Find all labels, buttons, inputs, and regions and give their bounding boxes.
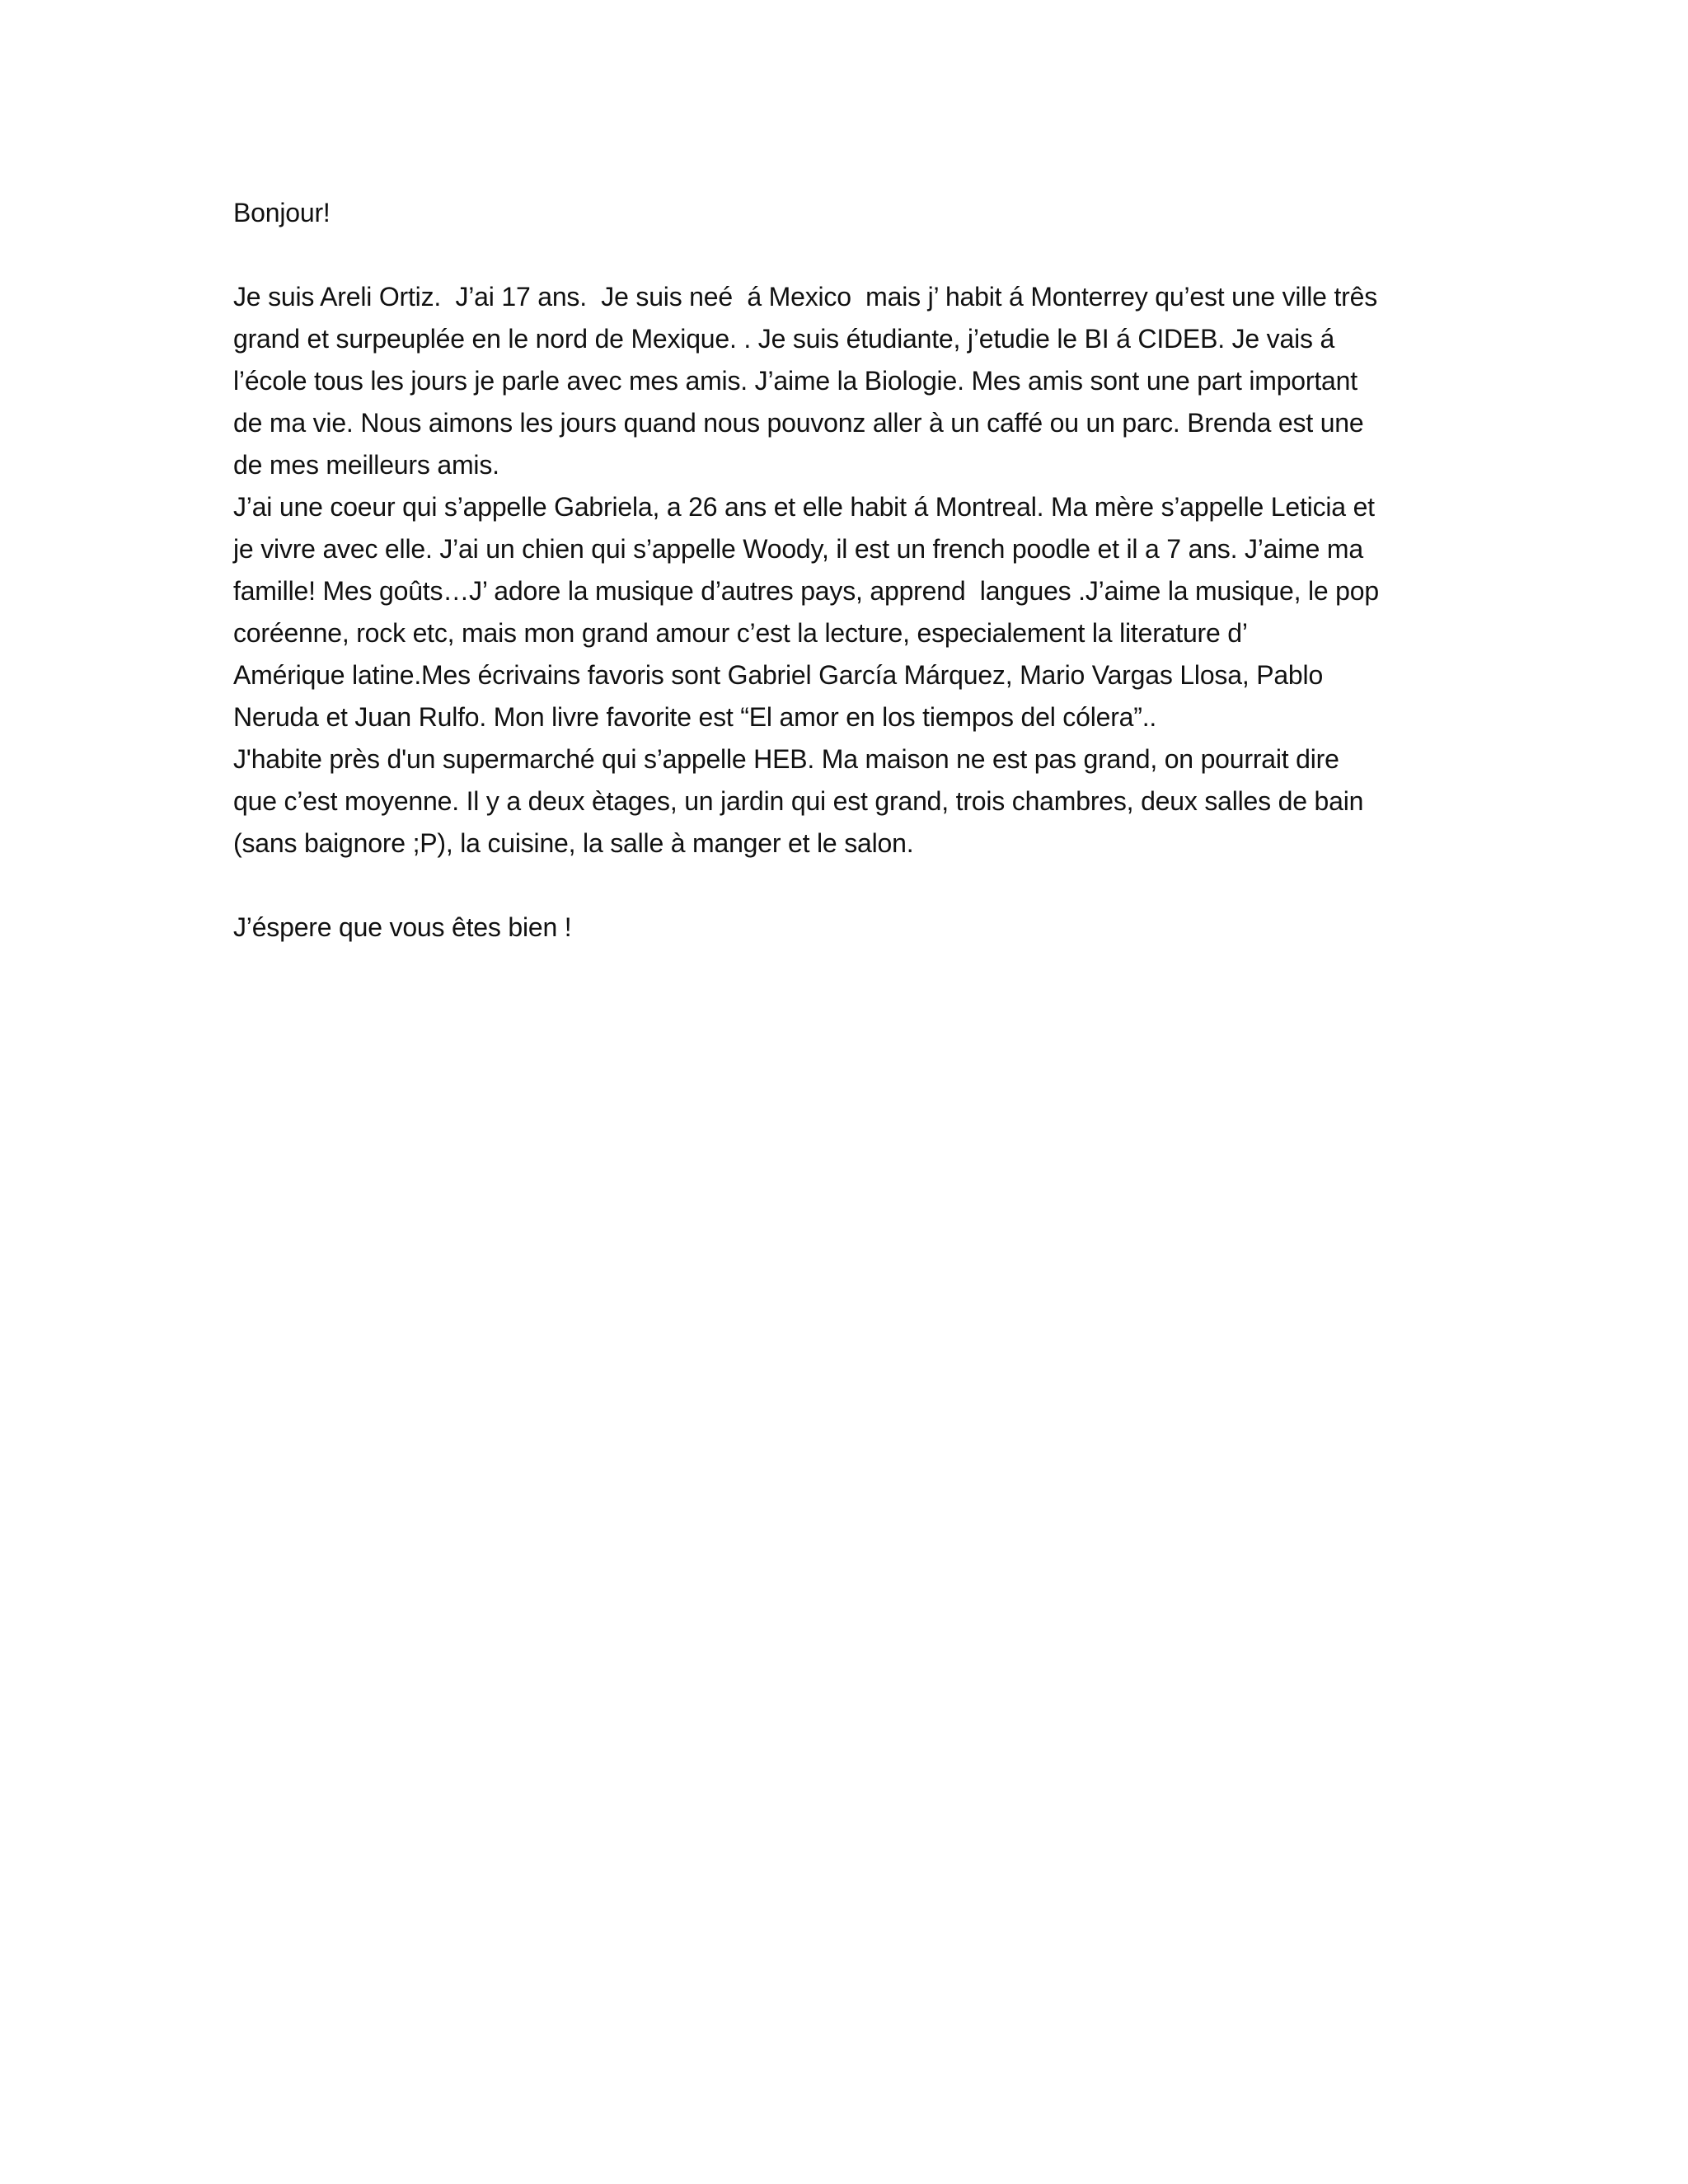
text-line: l’école tous les jours je parle avec mes amis. J’aime la Biologie. Mes amis sont une part important: [233, 366, 1357, 396]
text-line: (sans baignore ;P), la cuisine, la salle à manger et le salon.: [233, 828, 914, 858]
text-line: je vivre avec elle. J’ai un chien qui s’appelle Woody, il est un french poodle et il a 7 ans. J’aime ma: [233, 534, 1363, 564]
greeting-line: Bonjour!: [233, 198, 331, 227]
text-line: Neruda et Juan Rulfo. Mon livre favorite est “El amor en los tiempos del cólera”..: [233, 702, 1157, 732]
text-line: coréenne, rock etc, mais mon grand amour c’est la lecture, especialement la literature d’: [233, 618, 1248, 648]
text-line: J'habite près d'un supermarché qui s’appelle HEB. Ma maison ne est pas grand, on pourrait dire: [233, 744, 1339, 774]
text-line: que c’est moyenne. Il y a deux ètages, un jardin qui est grand, trois chambres, deux salles de bain: [233, 786, 1364, 816]
text-line: de ma vie. Nous aimons les jours quand nous pouvonz aller à un caffé ou un parc. Brenda est une: [233, 408, 1364, 438]
closing-line: J’éspere que vous êtes bien !: [233, 912, 572, 942]
text-line: Je suis Areli Ortiz. J’ai 17 ans. Je suis neé á Mexico mais j’ habit á Monterrey qu’est une ville três: [233, 282, 1377, 312]
text-line: grand et surpeuplée en le nord de Mexique. . Je suis étudiante, j’etudie le BI á CIDEB. Je vais á: [233, 324, 1335, 354]
text-line: de mes meilleurs amis.: [233, 450, 499, 480]
text-line: Amérique latine.Mes écrivains favoris sont Gabriel García Márquez, Mario Vargas Llosa, Pablo: [233, 660, 1324, 690]
text-line: famille! Mes goûts…J’ adore la musique d’autres pays, apprend langues .J’aime la musique, le pop: [233, 576, 1379, 606]
text-line: J’ai une coeur qui s’appelle Gabriela, a 26 ans et elle habit á Montreal. Ma mère s’appelle Leticia et: [233, 492, 1375, 522]
